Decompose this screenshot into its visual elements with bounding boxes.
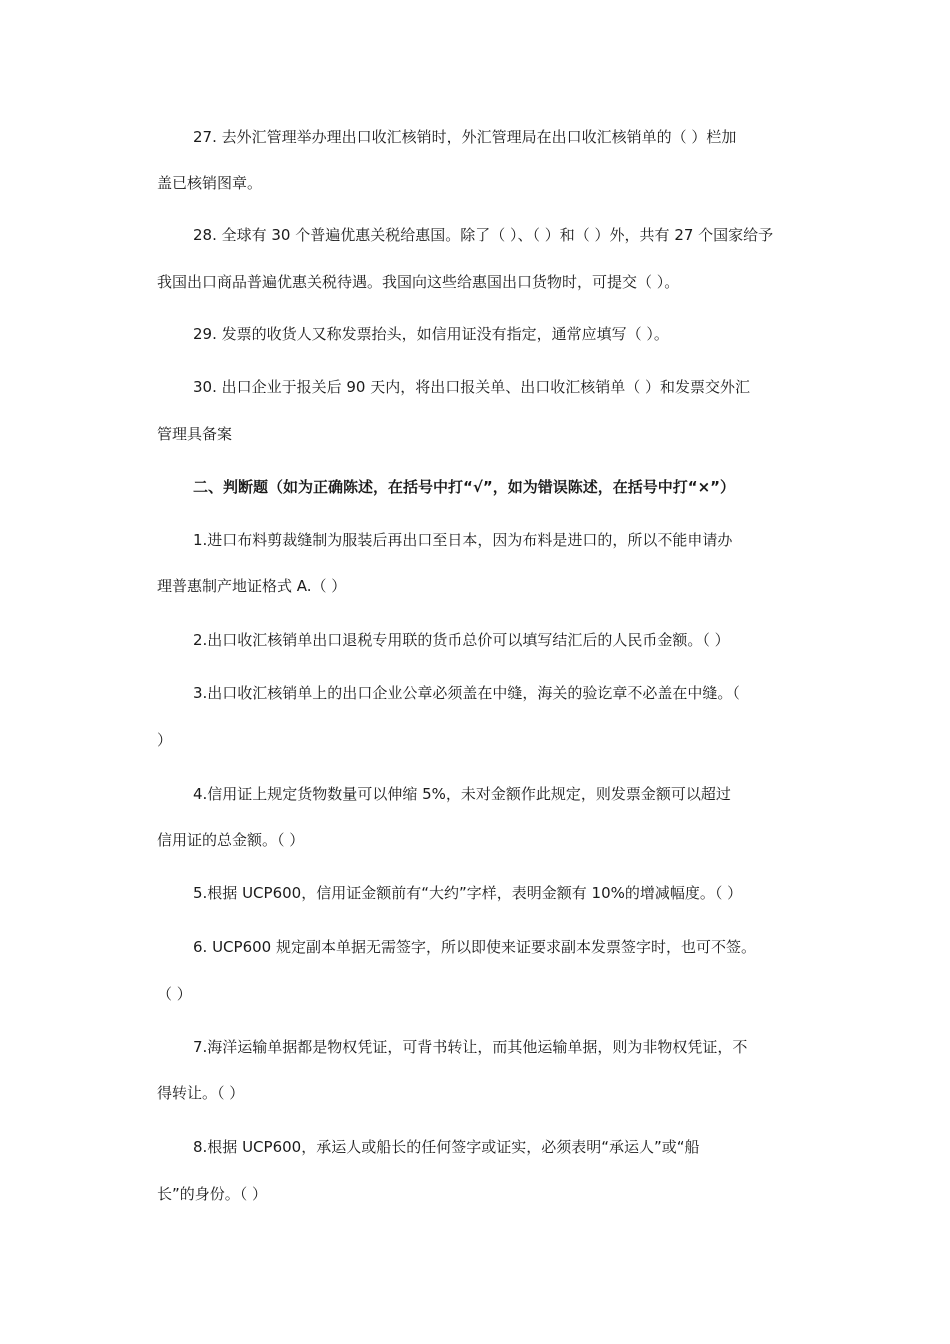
question-28-line-1: 28. 全球有 30 个普遍优惠关税给惠国。除了（ ）、（ ）和（ ）外，共有 27 个国家给予 bbox=[193, 226, 774, 244]
tf-question-4-line-1: 4.信用证上规定货物数量可以伸缩 5%，未对金额作此规定，则发票金额可以超过 bbox=[193, 785, 731, 803]
section-heading: 二、判断题（如为正确陈述，在括号中打“√”，如为错误陈述，在括号中打“×”） bbox=[193, 478, 736, 496]
question-29-line-1: 29. 发票的收货人又称发票抬头，如信用证没有指定，通常应填写（ ）。 bbox=[193, 325, 669, 343]
tf-question-6-line-1: 6. UCP600 规定副本单据无需签字，所以即使来证要求副本发票签字时，也可不签。 bbox=[193, 938, 756, 956]
tf-question-6-line-2: （ ） bbox=[157, 985, 192, 1003]
tf-question-3-line-2: ） bbox=[157, 731, 173, 749]
tf-question-4-line-2: 信用证的总金额。（ ） bbox=[157, 831, 305, 849]
tf-question-7-line-2: 得转让。（ ） bbox=[157, 1084, 245, 1102]
tf-question-3-line-1: 3.出口收汇核销单上的出口企业公章必须盖在中缝，海关的验讫章不必盖在中缝。（ bbox=[193, 684, 740, 702]
tf-question-7-line-1: 7.海洋运输单据都是物权凭证，可背书转让，而其他运输单据，则为非物权凭证，不 bbox=[193, 1038, 748, 1056]
question-27-line-1: 27. 去外汇管理举办理出口收汇核销时，外汇管理局在出口收汇核销单的（ ）栏加 bbox=[193, 128, 737, 146]
tf-question-8-line-1: 8.根据 UCP600，承运人或船长的任何签字或证实，必须表明“承运人”或“船 bbox=[193, 1138, 700, 1156]
question-30-line-2: 管理具备案 bbox=[157, 425, 233, 443]
tf-question-1-line-2: 理普惠制产地证格式 A.（ ） bbox=[157, 577, 347, 595]
tf-question-5-line-1: 5.根据 UCP600，信用证金额前有“大约”字样，表明金额有 10%的增减幅度。（ ） bbox=[193, 884, 743, 902]
question-27-line-2: 盖已核销图章。 bbox=[157, 174, 263, 192]
tf-question-8-line-2: 长”的身份。（ ） bbox=[157, 1185, 268, 1203]
tf-question-1-line-1: 1.进口布料剪裁缝制为服装后再出口至日本，因为布料是进口的，所以不能申请办 bbox=[193, 531, 733, 549]
tf-question-2-line-1: 2.出口收汇核销单出口退税专用联的货币总价可以填写结汇后的人民币金额。（ ） bbox=[193, 631, 730, 649]
question-30-line-1: 30. 出口企业于报关后 90 天内，将出口报关单、出口收汇核销单（ ）和发票交外汇 bbox=[193, 378, 751, 396]
question-28-line-2: 我国出口商品普遍优惠关税待遇。我国向这些给惠国出口货物时，可提交（ ）。 bbox=[157, 273, 680, 291]
